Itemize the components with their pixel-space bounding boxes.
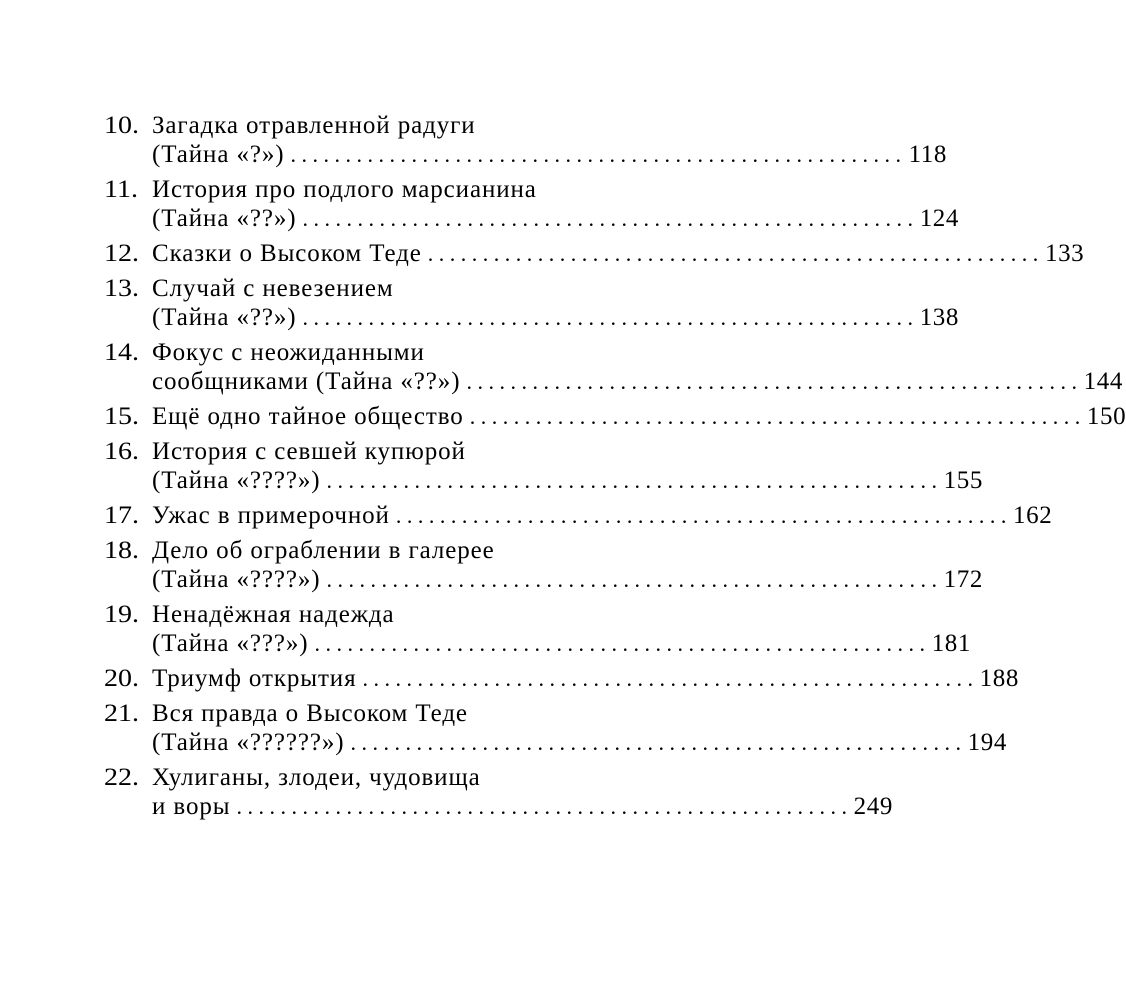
page-number: 124	[919, 205, 959, 232]
dot-leader	[326, 466, 937, 495]
chapter-number: 11.	[104, 176, 138, 203]
chapter-title-text: и воры	[152, 793, 231, 820]
chapter-title-last-line	[152, 792, 893, 821]
dot-leader	[236, 792, 847, 821]
chapter-title-text: (Тайна «????»)	[152, 467, 321, 494]
chapter-title-block	[152, 437, 983, 495]
dot-leader	[291, 140, 902, 169]
page-number: 150	[1086, 403, 1126, 430]
chapter-number: 19.	[104, 601, 139, 628]
chapter-title-last-line	[152, 466, 983, 495]
chapter-title-block	[152, 338, 1123, 396]
chapter-title-block	[152, 402, 1126, 431]
chapter-number: 14.	[104, 339, 139, 366]
page-number: 188	[979, 665, 1019, 692]
chapter-title-block	[152, 175, 959, 233]
page-number: 118	[908, 141, 947, 168]
chapter-title-last-line	[152, 367, 1123, 396]
chapter-title-text: Ужас в примерочной	[152, 502, 390, 529]
chapter-number: 16.	[104, 438, 139, 465]
chapter-title-line: Ненадёжная надежда	[152, 601, 395, 628]
toc-entry[interactable]	[104, 338, 1123, 396]
chapter-title-text: (Тайна «??»)	[152, 205, 297, 232]
page-number: 194	[967, 729, 1007, 756]
dot-leader	[362, 664, 973, 693]
chapter-number: 12.	[104, 240, 139, 267]
dot-leader	[326, 565, 937, 594]
dot-leader	[428, 239, 1039, 268]
chapter-title-last-line	[152, 565, 983, 594]
dot-leader	[466, 367, 1077, 396]
chapter-title-last-line	[152, 402, 1126, 431]
chapter-title-block	[152, 664, 1019, 693]
dot-leader	[396, 501, 1007, 530]
dot-leader	[303, 303, 914, 332]
chapter-title-last-line	[152, 501, 1052, 530]
page-number: 133	[1044, 240, 1085, 267]
page-number: 181	[931, 630, 971, 657]
toc-entry[interactable]	[104, 501, 1053, 530]
page-number: 249	[853, 793, 893, 820]
chapter-title-last-line	[152, 204, 959, 233]
dot-leader	[315, 629, 926, 658]
chapter-title-text: сообщниками (Тайна «??»)	[152, 368, 461, 395]
chapter-number: 13.	[104, 275, 139, 302]
chapter-title-block	[152, 239, 1084, 268]
chapter-title-block	[152, 111, 947, 169]
chapter-number: 20.	[104, 665, 139, 692]
toc-entry[interactable]	[104, 274, 959, 332]
dot-leader	[350, 728, 961, 757]
chapter-title-text: (Тайна «?»)	[152, 141, 285, 168]
chapter-title-text: Ещё одно тайное общество	[152, 403, 464, 430]
toc-entry[interactable]	[104, 111, 947, 169]
chapter-title-line: Дело об ограблении в галерее	[152, 537, 495, 564]
chapter-number: 15.	[104, 403, 139, 430]
page-number: 172	[943, 566, 983, 593]
toc-entry[interactable]	[104, 536, 983, 594]
chapter-title-line: Хулиганы, злодеи, чудовища	[152, 764, 481, 791]
chapter-title-text: (Тайна «??»)	[152, 304, 297, 331]
chapter-title-block	[152, 501, 1052, 530]
page-number: 138	[919, 304, 959, 331]
chapter-title-last-line	[152, 303, 959, 332]
chapter-title-block	[152, 699, 1007, 757]
toc-entry[interactable]	[104, 763, 893, 821]
chapter-number: 21.	[104, 700, 139, 727]
chapter-title-block	[152, 600, 971, 658]
toc-entry[interactable]	[104, 175, 959, 233]
dot-leader	[470, 402, 1081, 431]
chapter-title-line: Фокус с неожиданными	[152, 339, 425, 366]
chapter-number: 22.	[104, 764, 139, 791]
chapter-title-last-line	[152, 239, 1084, 268]
chapter-title-line: Загадка отравленной радуги	[152, 112, 476, 139]
chapter-title-last-line	[152, 728, 1007, 757]
page-number: 155	[943, 467, 983, 494]
chapter-title-text: (Тайна «??????»)	[152, 729, 345, 756]
chapter-number: 18.	[104, 537, 139, 564]
chapter-title-line: Вся правда о Высоком Теде	[152, 700, 468, 727]
chapter-title-text: Сказки о Высоком Теде	[152, 240, 422, 267]
dot-leader	[303, 204, 914, 233]
chapter-title-block	[152, 763, 893, 821]
toc-entry[interactable]	[104, 699, 1007, 757]
page-number: 162	[1013, 502, 1053, 529]
toc-entry[interactable]	[104, 402, 1126, 431]
chapter-title-text: (Тайна «???»)	[152, 630, 309, 657]
chapter-title-block	[152, 536, 983, 594]
chapter-number: 17.	[104, 502, 139, 529]
chapter-title-last-line	[152, 140, 947, 169]
chapter-number: 10.	[104, 112, 139, 139]
toc-entry[interactable]	[104, 600, 971, 658]
toc-entry[interactable]	[104, 437, 983, 495]
chapter-title-line: История про подлого марсианина	[152, 176, 537, 203]
chapter-title-text: Триумф открытия	[152, 665, 357, 692]
page-number: 144	[1083, 368, 1123, 395]
chapter-title-last-line	[152, 664, 1019, 693]
toc-entry[interactable]	[104, 239, 1085, 268]
chapter-title-block	[152, 274, 959, 332]
chapter-title-last-line	[152, 629, 971, 658]
table-of-contents	[104, 111, 1126, 827]
chapter-title-text: (Тайна «????»)	[152, 566, 321, 593]
toc-entry[interactable]	[104, 664, 1019, 693]
chapter-title-line: Случай с невезением	[152, 275, 394, 302]
chapter-title-line: История с севшей купюрой	[152, 438, 466, 465]
